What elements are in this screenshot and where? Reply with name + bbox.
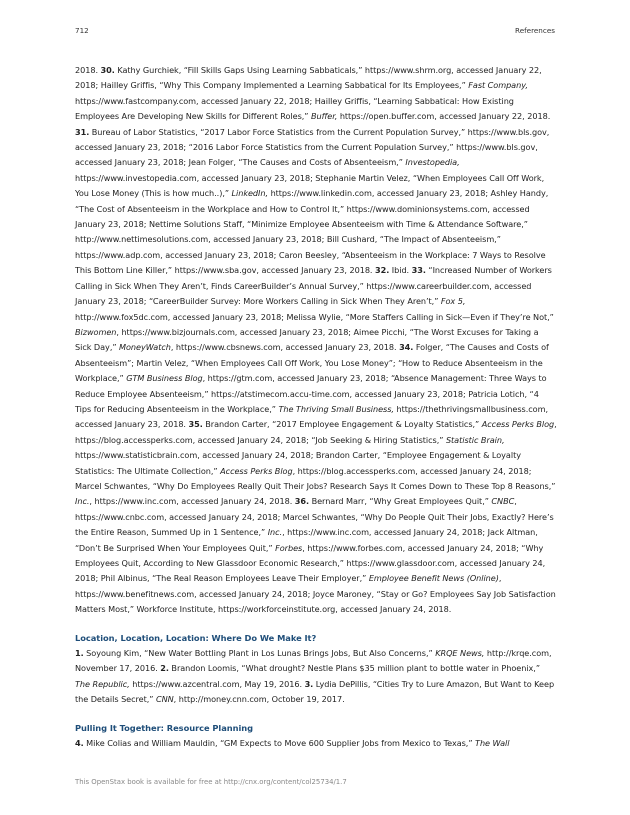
publication-title: The Wall xyxy=(475,738,510,749)
publication-title: KRQE News, xyxy=(435,648,485,659)
publication-title: CNN xyxy=(155,694,174,705)
publication-title: Statistic Brain, xyxy=(445,434,505,445)
section-heading-location: Location, Location, Location: Where Do We Make It? xyxy=(75,632,317,643)
reference-number: 3. xyxy=(304,678,314,689)
running-header: References xyxy=(515,26,555,35)
reference-text: https://www.linkedin.com, accessed January 23, 2018; Ashley Handy, “The Cost of Absenteeism in the Workplace and How to Control It,” https://www.dominionsystems.com, accessed January 23, 2018; Nettime Solutions Staff, “Minimize Employee Absenteeism with Time & Attendance Software,” http://www.nettimesolutions.com, accessed January 23, 2018; Bill Cushard, “The Impact of Absenteeism,” https://www.adp.com, accessed January 23, 2018; Caron Beesley, “Absenteeism in the Workplace: 7 Ways to Resolve This Bottom Line Killer,” https://www.sba.gov, accessed January 23, 2018. xyxy=(75,188,549,276)
reference-text: , https://www.forbes.com, accessed January 24, 2018; “Why Employees Quit, According to New Glassdoor Economic Research,” https://www.glassdoor.com, accessed January 24, 2018; Phil Albinus, “The Real Reason Employees Leave Their Employer,” xyxy=(75,542,546,584)
publication-title: Fast Company, xyxy=(468,80,528,91)
reference-text: Bureau of Labor Statistics, “2017 Labor Force Statistics from the Current Population Survey,” https://www.bls.gov, accessed January 23, 2018; “2016 Labor Force Statistics from the Current Population Survey,” https://www.bls.gov, accessed January 23, 2018; Jean Folger, “The Causes and Costs of Absenteeism,” xyxy=(75,126,550,168)
reference-text: https://www.azcentral.com, May 19, 2016. xyxy=(129,678,305,689)
reference-text: “Increased Number of Workers Calling in Sick When They Aren’t, Finds CareerBuilder’s Annual Survey,” https://www.careerbuilder.com, accessed January 23, 2018; “CareerBuilder Survey: More Workers Calling in Sick When They Aren’t,” xyxy=(75,265,552,307)
reference-text: , https://www.bizjournals.com, accessed January 23, 2018; Aimee Picchi, “The Worst Excuses for Taking a Sick Day,” xyxy=(75,326,539,353)
reference-number: 33. xyxy=(411,265,426,276)
reference-text: , https://www.inc.com, accessed January 24, 2018. xyxy=(89,496,295,507)
references-paragraph xyxy=(75,736,557,751)
reference-text: Bernard Marr, “Why Great Employees Quit,” xyxy=(309,496,492,507)
reference-text: http://krqe.com, November 17, 2016. xyxy=(75,648,552,674)
reference-number: 36. xyxy=(294,496,310,507)
reference-text: , https://blog.accessperks.com, accessed January 24, 2018; “Job Seeking & Hiring Statistics,” xyxy=(75,419,557,445)
reference-text: , https://gtm.com, accessed January 23, 2018; “Absence Management: Three Ways to Reduce Employee Absenteeism,” https://atstimecom.accu-time.com, accessed January 23, 2018; Patricia Lotich, “4 Tips for Reducing Absenteeism in the Workplace,” xyxy=(75,373,547,414)
publication-title: CNBC xyxy=(491,496,515,507)
publication-title: Investopedia, xyxy=(405,157,460,168)
publication-title: Employee Benefit News (Online) xyxy=(368,573,499,584)
reference-text: , https://blog.accessperks.com, accessed January 24, 2018; Marcel Schwantes, “Why Do Employees Really Quit Their Jobs? Research Says It Comes Down to These Top 8 Reasons,” xyxy=(75,465,556,491)
reference-text: Brandon Carter, “2017 Employee Engagement & Loyalty Statistics,” xyxy=(202,419,482,430)
publication-title: The Thriving Small Business, xyxy=(278,403,394,414)
publication-title: GTM Business Blog xyxy=(126,373,203,384)
publication-title: MoneyWatch xyxy=(119,342,171,353)
publication-title: LinkedIn, xyxy=(231,188,269,199)
publication-title: Inc. xyxy=(267,527,283,538)
reference-text: https://www.fastcompany.com, accessed January 22, 2018; Hailley Griffis, “Learning Sabbatical: How Existing Employees Are Developing New Skills for Different Roles,” xyxy=(75,95,514,122)
publication-title: Fox 5, xyxy=(440,296,466,307)
reference-text: , http://money.cnn.com, October 19, 2017. xyxy=(173,694,345,705)
reference-number: 1. xyxy=(75,648,84,659)
reference-text: Ibid. xyxy=(389,265,412,276)
reference-text: Brandon Loomis, “What drought? Nestle Plans $35 million plant to bottle water in Phoenix,” xyxy=(168,663,541,674)
reference-text: , https://www.cnbc.com, accessed January 24, 2018; Marcel Schwantes, “Why Do People Quit Their Jobs, Exactly? Here’s the Entire Reason, Summed Up in 1 Sentence,” xyxy=(75,496,554,538)
reference-number: 31. xyxy=(75,126,90,137)
reference-text: https://www.investopedia.com, accessed January 23, 2018; Stephanie Martin Velez, “When Employees Call Off Work, You Lose Money (This is how much..),” xyxy=(75,172,545,199)
references-paragraph xyxy=(75,646,557,708)
reference-text: https://thethrivingsmallbusiness.com, accessed January 23, 2018. xyxy=(75,403,548,430)
reference-number: 35. xyxy=(188,419,203,430)
reference-text: https://open.buffer.com, accessed January 22, 2018. xyxy=(337,111,551,122)
reference-text: https://www.statisticbrain.com, accessed January 24, 2018; Brandon Carter, “Employee Engagement & Loyalty Statistics: The Ultimate Collection,” xyxy=(75,450,521,476)
reference-text: , https://www.cbsnews.com, accessed January 23, 2018. xyxy=(170,342,400,353)
section-heading-resource-planning: Pulling It Together: Resource Planning xyxy=(75,722,254,733)
reference-number: 30. xyxy=(100,65,115,75)
publication-title: Buffer, xyxy=(311,111,338,122)
publication-title: Forbes xyxy=(275,542,303,553)
references-body xyxy=(75,63,557,751)
reference-text: http://www.fox5dc.com, accessed January 23, 2018; Melissa Wylie, “More Staffers Calling in Sick—Even if They’re Not,” xyxy=(75,311,554,322)
page-footer: This OpenStax book is available for free at http://cnx.org/content/col25734/1.7 xyxy=(75,778,347,786)
publication-title: The Republic, xyxy=(75,678,130,689)
reference-text: Soyoung Kim, “New Water Bottling Plant in Los Lunas Brings Jobs, But Also Concerns,” xyxy=(83,648,436,659)
reference-number: 2. xyxy=(160,663,169,674)
reference-text: Kathy Gurchiek, “Fill Skills Gaps Using Learning Sabbaticals,” https://www.shrm.org, accessed January 22, 2018; Hailley Griffis, “Why This Company Implemented a Learning Sabbatical for Its Employees,” xyxy=(75,65,542,91)
publication-title: Bizwomen xyxy=(75,326,117,337)
reference-text: Lydia DePillis, “Cities Try to Lure Amazon, But Want to Keep the Details Secret,” xyxy=(75,678,555,705)
reference-text: , https://www.benefitnews.com, accessed January 24, 2018; Joyce Maroney, “Stay or Go? Employees Say Job Satisfaction Matters Most,” Workforce Institute, https://workforceinstitute.org, accessed January 24, 2018. xyxy=(75,573,556,615)
reference-text: 2018. xyxy=(75,65,101,75)
references-paragraph xyxy=(75,63,557,618)
reference-number: 4. xyxy=(75,738,84,749)
reference-text: Mike Colias and William Mauldin, “GM Expects to Move 600 Supplier Jobs from Mexico to Texas,” xyxy=(83,738,476,749)
page-number: 712 xyxy=(75,26,89,35)
reference-number: 34. xyxy=(399,342,414,353)
reference-text: , https://www.inc.com, accessed January 24, 2018; Jack Altman, “Don’t Be Surprised When Your Employees Quit,” xyxy=(75,527,538,553)
publication-title: Access Perks Blog xyxy=(220,465,293,476)
publication-title: Access Perks Blog xyxy=(481,419,555,430)
publication-title: Inc. xyxy=(75,496,90,507)
reference-text: Folger, “The Causes and Costs of Absenteeism”; Martin Velez, “When Employees Call Off Work, You Lose Money”; “How to Reduce Absenteeism in the Workplace,” xyxy=(75,342,549,384)
reference-number: 32. xyxy=(375,265,390,276)
